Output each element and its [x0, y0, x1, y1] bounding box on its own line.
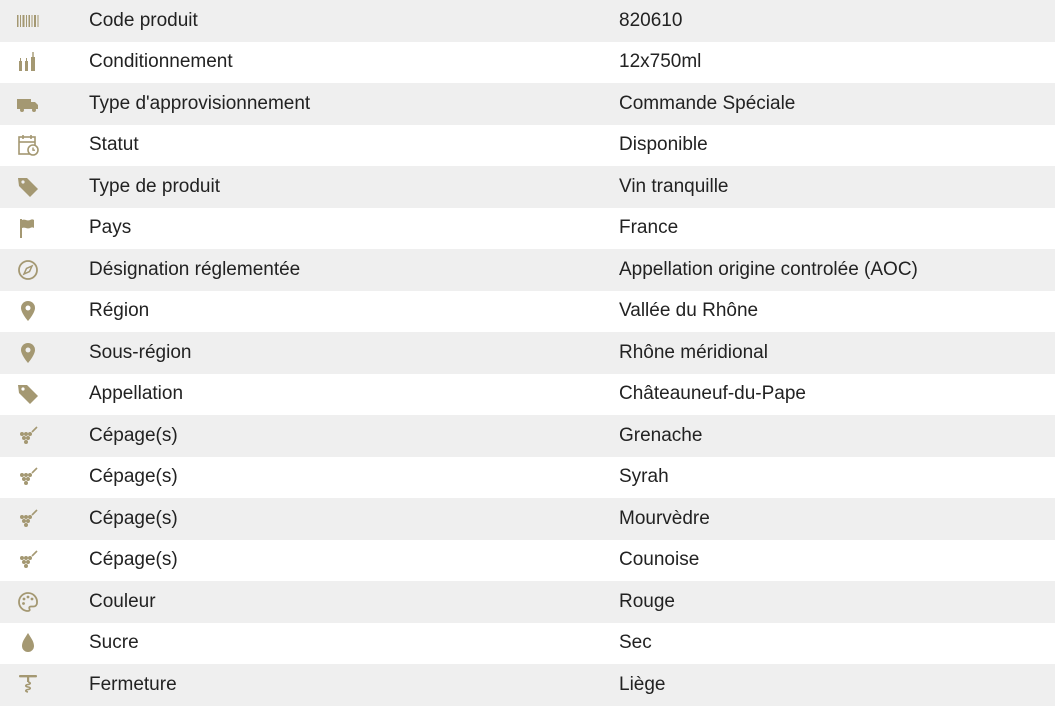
detail-row-packaging	[0, 42, 1055, 84]
grapes-icon	[0, 457, 89, 499]
detail-label: Sous-région	[89, 341, 192, 363]
detail-row-grape-2	[0, 457, 1055, 499]
grapes-icon	[0, 415, 89, 457]
detail-label: Couleur	[89, 590, 156, 612]
detail-row-color	[0, 581, 1055, 623]
detail-row-grape-3	[0, 498, 1055, 540]
detail-value: Vin tranquille	[619, 175, 729, 197]
detail-value: 12x750ml	[619, 51, 702, 73]
detail-label: Statut	[89, 134, 139, 156]
detail-value: Châteauneuf-du-Pape	[619, 383, 806, 405]
bottles-icon	[0, 42, 89, 84]
detail-value: Vallée du Rhône	[619, 300, 759, 322]
detail-value: France	[619, 217, 679, 239]
detail-label: Cépage(s)	[89, 424, 178, 446]
corkscrew-icon	[0, 664, 89, 706]
detail-label: Fermeture	[89, 673, 177, 695]
truck-icon	[0, 83, 89, 125]
detail-row-subregion	[0, 332, 1055, 374]
detail-value: Grenache	[619, 424, 703, 446]
detail-row-region	[0, 291, 1055, 333]
detail-row-grape-1	[0, 415, 1055, 457]
detail-value: Commande Spéciale	[619, 92, 796, 114]
detail-row-appellation	[0, 374, 1055, 416]
map-pin-icon	[0, 291, 89, 333]
tag-icon	[0, 374, 89, 416]
detail-value: Mourvèdre	[619, 507, 710, 529]
detail-row-product-type	[0, 166, 1055, 208]
detail-row-designation	[0, 249, 1055, 291]
detail-value: Appellation origine controlée (AOC)	[619, 258, 918, 280]
detail-label: Type d'approvisionnement	[89, 92, 311, 114]
detail-label: Désignation réglementée	[89, 258, 301, 280]
detail-label: Région	[89, 300, 150, 322]
detail-row-closure	[0, 664, 1055, 706]
map-pin-icon	[0, 332, 89, 374]
grapes-icon	[0, 540, 89, 582]
detail-value: Rhône méridional	[619, 341, 768, 363]
detail-row-grape-4	[0, 540, 1055, 582]
detail-label: Conditionnement	[89, 51, 233, 73]
detail-row-sugar	[0, 623, 1055, 665]
palette-icon	[0, 581, 89, 623]
detail-row-code	[0, 0, 1055, 42]
calendar-clock-icon	[0, 125, 89, 167]
detail-value: Liège	[619, 673, 666, 695]
detail-label: Cépage(s)	[89, 507, 178, 529]
flag-icon	[0, 208, 89, 250]
detail-label: Cépage(s)	[89, 549, 178, 571]
detail-row-country	[0, 208, 1055, 250]
detail-label: Type de produit	[89, 175, 220, 197]
detail-label: Cépage(s)	[89, 466, 178, 488]
detail-row-status	[0, 125, 1055, 167]
drop-icon	[0, 623, 89, 665]
detail-label: Appellation	[89, 383, 184, 405]
compass-icon	[0, 249, 89, 291]
detail-label: Sucre	[89, 632, 139, 654]
detail-label: Code produit	[89, 9, 198, 31]
detail-row-supply-type	[0, 83, 1055, 125]
barcode-icon	[0, 0, 89, 42]
detail-label: Pays	[89, 217, 132, 239]
detail-value: 820610	[619, 9, 683, 31]
detail-value: Rouge	[619, 590, 675, 612]
grapes-icon	[0, 498, 89, 540]
detail-value: Syrah	[619, 466, 669, 488]
tag-icon	[0, 166, 89, 208]
detail-value: Counoise	[619, 549, 700, 571]
detail-value: Disponible	[619, 134, 708, 156]
detail-value: Sec	[619, 632, 652, 654]
